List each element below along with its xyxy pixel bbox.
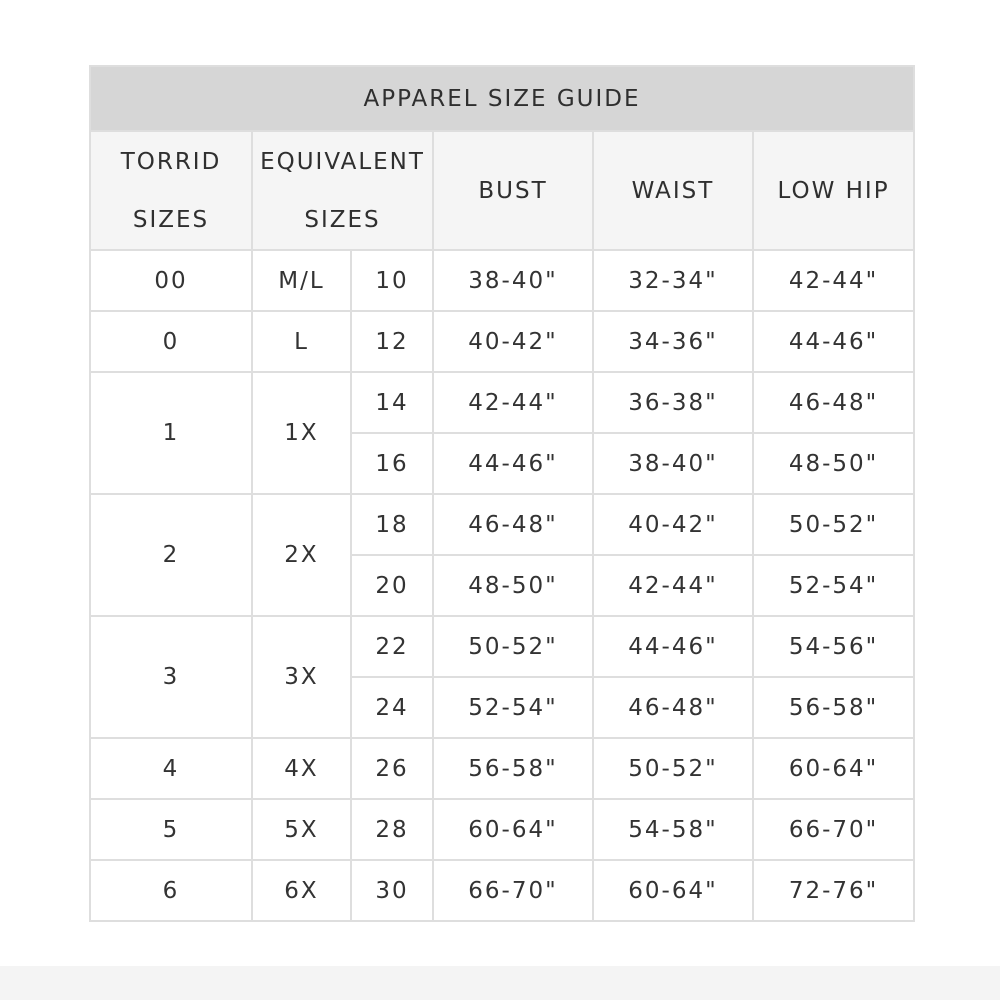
low-hip-cell: 50-52" xyxy=(753,494,914,555)
waist-cell: 44-46" xyxy=(593,616,753,677)
bust-cell: 50-52" xyxy=(433,616,593,677)
bust-cell: 38-40" xyxy=(433,250,593,311)
numeric-size-cell: 26 xyxy=(351,738,433,799)
table-row xyxy=(90,250,914,311)
bust-cell: 56-58" xyxy=(433,738,593,799)
low-hip-cell: 52-54" xyxy=(753,555,914,616)
header-equiv-line2: SIZES xyxy=(304,206,381,233)
bottom-band xyxy=(0,966,1000,1000)
header-bust: BUST xyxy=(433,131,593,250)
waist-cell: 38-40" xyxy=(593,433,753,494)
waist-cell: 34-36" xyxy=(593,311,753,372)
size-guide-table xyxy=(89,65,915,922)
title-row xyxy=(90,66,914,131)
letter-size-cell: M/L xyxy=(252,250,351,311)
bust-cell: 48-50" xyxy=(433,555,593,616)
numeric-size-cell: 20 xyxy=(351,555,433,616)
letter-size-cell: 2X xyxy=(252,494,351,616)
bust-cell: 52-54" xyxy=(433,677,593,738)
letter-size-cell: 1X xyxy=(252,372,351,494)
bust-cell: 66-70" xyxy=(433,860,593,921)
numeric-size-cell: 16 xyxy=(351,433,433,494)
table-title: APPAREL SIZE GUIDE xyxy=(90,66,914,131)
waist-cell: 32-34" xyxy=(593,250,753,311)
letter-size-cell: L xyxy=(252,311,351,372)
waist-cell: 54-58" xyxy=(593,799,753,860)
torrid-size-cell: 1 xyxy=(90,372,252,494)
low-hip-cell: 56-58" xyxy=(753,677,914,738)
numeric-size-cell: 28 xyxy=(351,799,433,860)
numeric-size-cell: 22 xyxy=(351,616,433,677)
table-row xyxy=(90,616,914,677)
torrid-size-cell: 6 xyxy=(90,860,252,921)
torrid-size-cell: 0 xyxy=(90,311,252,372)
bust-cell: 46-48" xyxy=(433,494,593,555)
letter-size-cell: 5X xyxy=(252,799,351,860)
numeric-size-cell: 18 xyxy=(351,494,433,555)
bust-cell: 60-64" xyxy=(433,799,593,860)
letter-size-cell: 6X xyxy=(252,860,351,921)
bust-cell: 40-42" xyxy=(433,311,593,372)
table-row xyxy=(90,311,914,372)
waist-cell: 46-48" xyxy=(593,677,753,738)
torrid-size-cell: 5 xyxy=(90,799,252,860)
waist-cell: 60-64" xyxy=(593,860,753,921)
letter-size-cell: 3X xyxy=(252,616,351,738)
numeric-size-cell: 14 xyxy=(351,372,433,433)
torrid-size-cell: 3 xyxy=(90,616,252,738)
torrid-size-cell: 4 xyxy=(90,738,252,799)
table-row xyxy=(90,799,914,860)
header-waist: WAIST xyxy=(593,131,753,250)
header-equivalent-sizes xyxy=(252,131,433,250)
numeric-size-cell: 10 xyxy=(351,250,433,311)
low-hip-cell: 42-44" xyxy=(753,250,914,311)
waist-cell: 40-42" xyxy=(593,494,753,555)
header-row xyxy=(90,131,914,250)
table-row xyxy=(90,860,914,921)
table-row xyxy=(90,494,914,555)
low-hip-cell: 60-64" xyxy=(753,738,914,799)
header-low-hip: LOW HIP xyxy=(753,131,914,250)
bust-cell: 42-44" xyxy=(433,372,593,433)
header-torrid-line1: TORRID xyxy=(120,148,222,175)
low-hip-cell: 44-46" xyxy=(753,311,914,372)
low-hip-cell: 54-56" xyxy=(753,616,914,677)
bust-cell: 44-46" xyxy=(433,433,593,494)
numeric-size-cell: 12 xyxy=(351,311,433,372)
header-equiv-line1: EQUIVALENT xyxy=(260,148,425,175)
low-hip-cell: 72-76" xyxy=(753,860,914,921)
letter-size-cell: 4X xyxy=(252,738,351,799)
header-torrid-line2: SIZES xyxy=(132,206,210,233)
table-row xyxy=(90,372,914,433)
torrid-size-cell: 00 xyxy=(90,250,252,311)
table-row xyxy=(90,738,914,799)
waist-cell: 42-44" xyxy=(593,555,753,616)
waist-cell: 50-52" xyxy=(593,738,753,799)
torrid-size-cell: 2 xyxy=(90,494,252,616)
low-hip-cell: 46-48" xyxy=(753,372,914,433)
numeric-size-cell: 24 xyxy=(351,677,433,738)
numeric-size-cell: 30 xyxy=(351,860,433,921)
low-hip-cell: 66-70" xyxy=(753,799,914,860)
waist-cell: 36-38" xyxy=(593,372,753,433)
low-hip-cell: 48-50" xyxy=(753,433,914,494)
header-torrid-sizes xyxy=(90,131,252,250)
